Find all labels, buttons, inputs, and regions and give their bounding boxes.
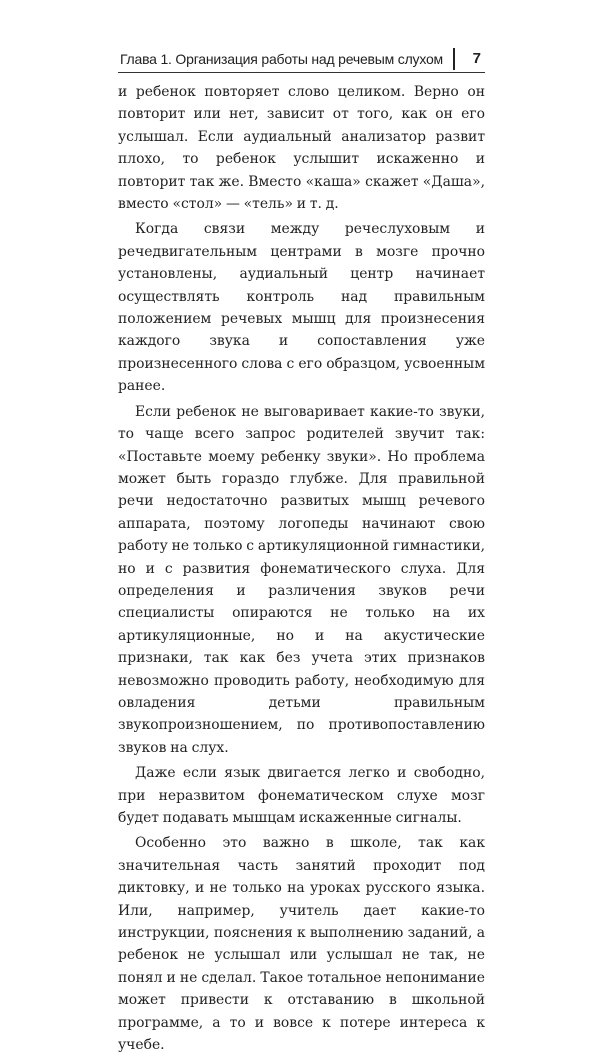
page-number: 7: [472, 50, 481, 67]
running-header: [118, 46, 485, 73]
body-text: [118, 81, 485, 1056]
paragraph-school: Особенно это важно в школе, так как значительная часть занятий проходит под диктовку, и не только на уроках русского языка. Или, например, учитель дает какие-то инструкции, пояснения к выполнению заданий, а ребенок не услышал или услышал не так, не понял и не сделал. Такое тотальное непонимание может привести к отставанию в школьной программе, а то и вовсе к потере интереса к учебе.: [118, 835, 485, 1054]
header-divider: [453, 48, 455, 70]
chapter-title: Глава 1. Организация работы над речевым слухом: [119, 51, 443, 67]
paragraph-continuation: и ребенок повторяет слово целиком. Верно он повторит или нет, зависит от того, как он его услышал. Если аудиальный анализатор развит плохо, то ребенок услышит искаженно и повторит так же. Вместо «каша» скажет «Даша», вместо «стол» — «тель» и т. д.: [118, 84, 485, 213]
paragraph-phonemic-hearing: Даже если язык двигается легко и свободно, при неразвитом фонематическом слухе мозг будет подавать мышцам искаженные сигналы.: [118, 765, 485, 826]
paragraph-speech-centers: Когда связи между речеслуховым и речедвигательным центрами в мозге прочно установлены, аудиальный центр начинает осуществлять контроль над правильным положением речевых мышц для произнесения каждого звука и сопоставления уже произнесенного слова с его образцом, усвоенным ранее.: [118, 221, 485, 395]
paragraph-speech-therapy: Если ребенок не выговаривает какие-то звуки, то чаще всего запрос родителей звучит так: «Поставьте моему ребенку звуки». Но проблема может быть гораздо глубже. Для правильной речи недостаточно развитых мышц речевого аппарата, поэтому логопеды начинают свою работу не только с артикуляционной гимнастики, но и с развития фонематического слуха. Для определения и различения звуков речи специалисты опираются не только на их артикуляционные, но и на акустические признаки, так как без учета этих признаков невозможно проводить работу, необходимую для овладения детьми правильным звукопроизношением, по противопоставлению звуков на слух.: [118, 403, 485, 756]
